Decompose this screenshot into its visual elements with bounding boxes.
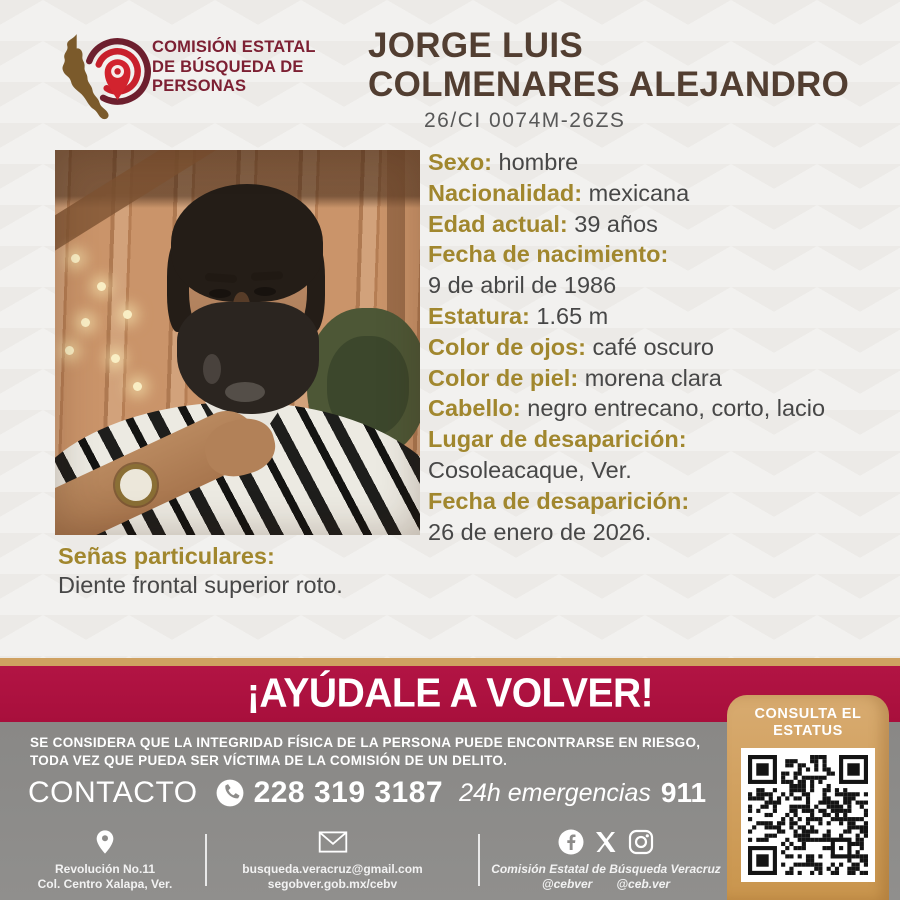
commission-name-line3: PERSONAS bbox=[152, 77, 247, 95]
qr-box bbox=[741, 748, 875, 882]
commission-name-line1: COMISIÓN ESTATAL bbox=[152, 38, 316, 56]
website-url: segobver.gob.mx/cebv bbox=[267, 877, 398, 891]
person-name bbox=[368, 26, 849, 104]
footer bbox=[0, 826, 727, 900]
senas-label: Señas particulares: bbox=[58, 543, 275, 569]
address-line2: Col. Centro Xalapa, Ver. bbox=[37, 877, 173, 891]
x-icon bbox=[594, 830, 618, 854]
contact-phone: 228 319 3187 bbox=[253, 776, 444, 809]
contact-label: CONTACTO bbox=[28, 776, 198, 809]
field-nacionalidad: Nacionalidad: mexicana bbox=[428, 179, 690, 206]
contact-row bbox=[28, 776, 728, 810]
field-nacimiento-label: Fecha de nacimiento: bbox=[428, 241, 669, 268]
risk-statement bbox=[30, 734, 720, 769]
footer-social bbox=[490, 826, 722, 892]
status-panel bbox=[727, 695, 889, 900]
footer-divider-1 bbox=[205, 834, 207, 886]
commission-name-line2: DE BÚSQUEDA DE bbox=[152, 57, 304, 76]
field-fecha-desap-label: Fecha de desaparición: bbox=[428, 487, 690, 514]
field-nacimiento-value: 9 de abril de 1986 bbox=[428, 272, 617, 299]
field-lugar-label: Lugar de desaparición: bbox=[428, 426, 687, 453]
case-id: 26/CI 0074M-26ZS bbox=[424, 109, 626, 132]
field-fecha-desap-value: 26 de enero de 2026. bbox=[428, 518, 652, 545]
person-name-line2: COLMENARES ALEJANDRO bbox=[368, 65, 850, 104]
person-details bbox=[428, 147, 900, 547]
field-edad: Edad actual: 39 años bbox=[428, 210, 658, 237]
facebook-handle: @cebver bbox=[541, 877, 593, 891]
field-lugar-value: Cosoleacaque, Ver. bbox=[428, 456, 632, 483]
emergency-number: 911 bbox=[660, 777, 707, 808]
commission-name bbox=[152, 38, 316, 97]
social-name: Comisión Estatal de Búsqueda Veracruz bbox=[491, 862, 721, 876]
location-pin-icon bbox=[95, 829, 115, 855]
commission-logo-icon bbox=[48, 20, 152, 130]
qr-code bbox=[748, 755, 868, 875]
status-title-line1: CONSULTA EL bbox=[754, 706, 862, 722]
facebook-icon bbox=[558, 829, 584, 855]
instagram-icon bbox=[628, 829, 654, 855]
address-line1: Revolución No.11 bbox=[54, 862, 156, 876]
missing-person-photo bbox=[55, 150, 420, 535]
footer-address bbox=[10, 826, 200, 892]
field-piel: Color de piel: morena clara bbox=[428, 364, 722, 391]
footer-email bbox=[225, 826, 440, 892]
risk-line1: SE CONSIDERA QUE LA INTEGRIDAD FÍSICA DE LA PERSONA PUEDE ENCONTRARSE EN RIESGO, bbox=[30, 735, 701, 750]
risk-line2: TODA VEZ QUE PUEDA SER VÍCTIMA DE LA COMISIÓN DE UN DELITO. bbox=[30, 752, 508, 768]
watch bbox=[115, 464, 157, 506]
social-handles bbox=[490, 877, 722, 892]
field-ojos: Color de ojos: café oscuro bbox=[428, 333, 714, 360]
headline-text: ¡AYÚDALE A VOLVER! bbox=[246, 671, 654, 716]
contact-hours: 24h emergencias bbox=[459, 778, 651, 807]
footer-divider-2 bbox=[478, 834, 480, 886]
instagram-handle: @ceb.ver bbox=[616, 877, 671, 891]
envelope-icon bbox=[318, 831, 348, 853]
field-estatura: Estatura: 1.65 m bbox=[428, 302, 609, 329]
senas-value: Diente frontal superior roto. bbox=[58, 572, 343, 598]
email-address: busqueda.veracruz@gmail.com bbox=[242, 862, 423, 876]
person-name-line1: JORGE LUIS bbox=[368, 26, 583, 65]
field-sexo: Sexo: hombre bbox=[428, 149, 579, 175]
status-title-line2: ESTATUS bbox=[773, 723, 843, 739]
phone-icon bbox=[216, 779, 244, 807]
distinguishing-marks bbox=[58, 542, 343, 600]
status-panel-title bbox=[727, 706, 889, 740]
field-cabello: Cabello: negro entrecano, corto, lacio bbox=[428, 395, 826, 422]
string-light bbox=[71, 254, 80, 263]
